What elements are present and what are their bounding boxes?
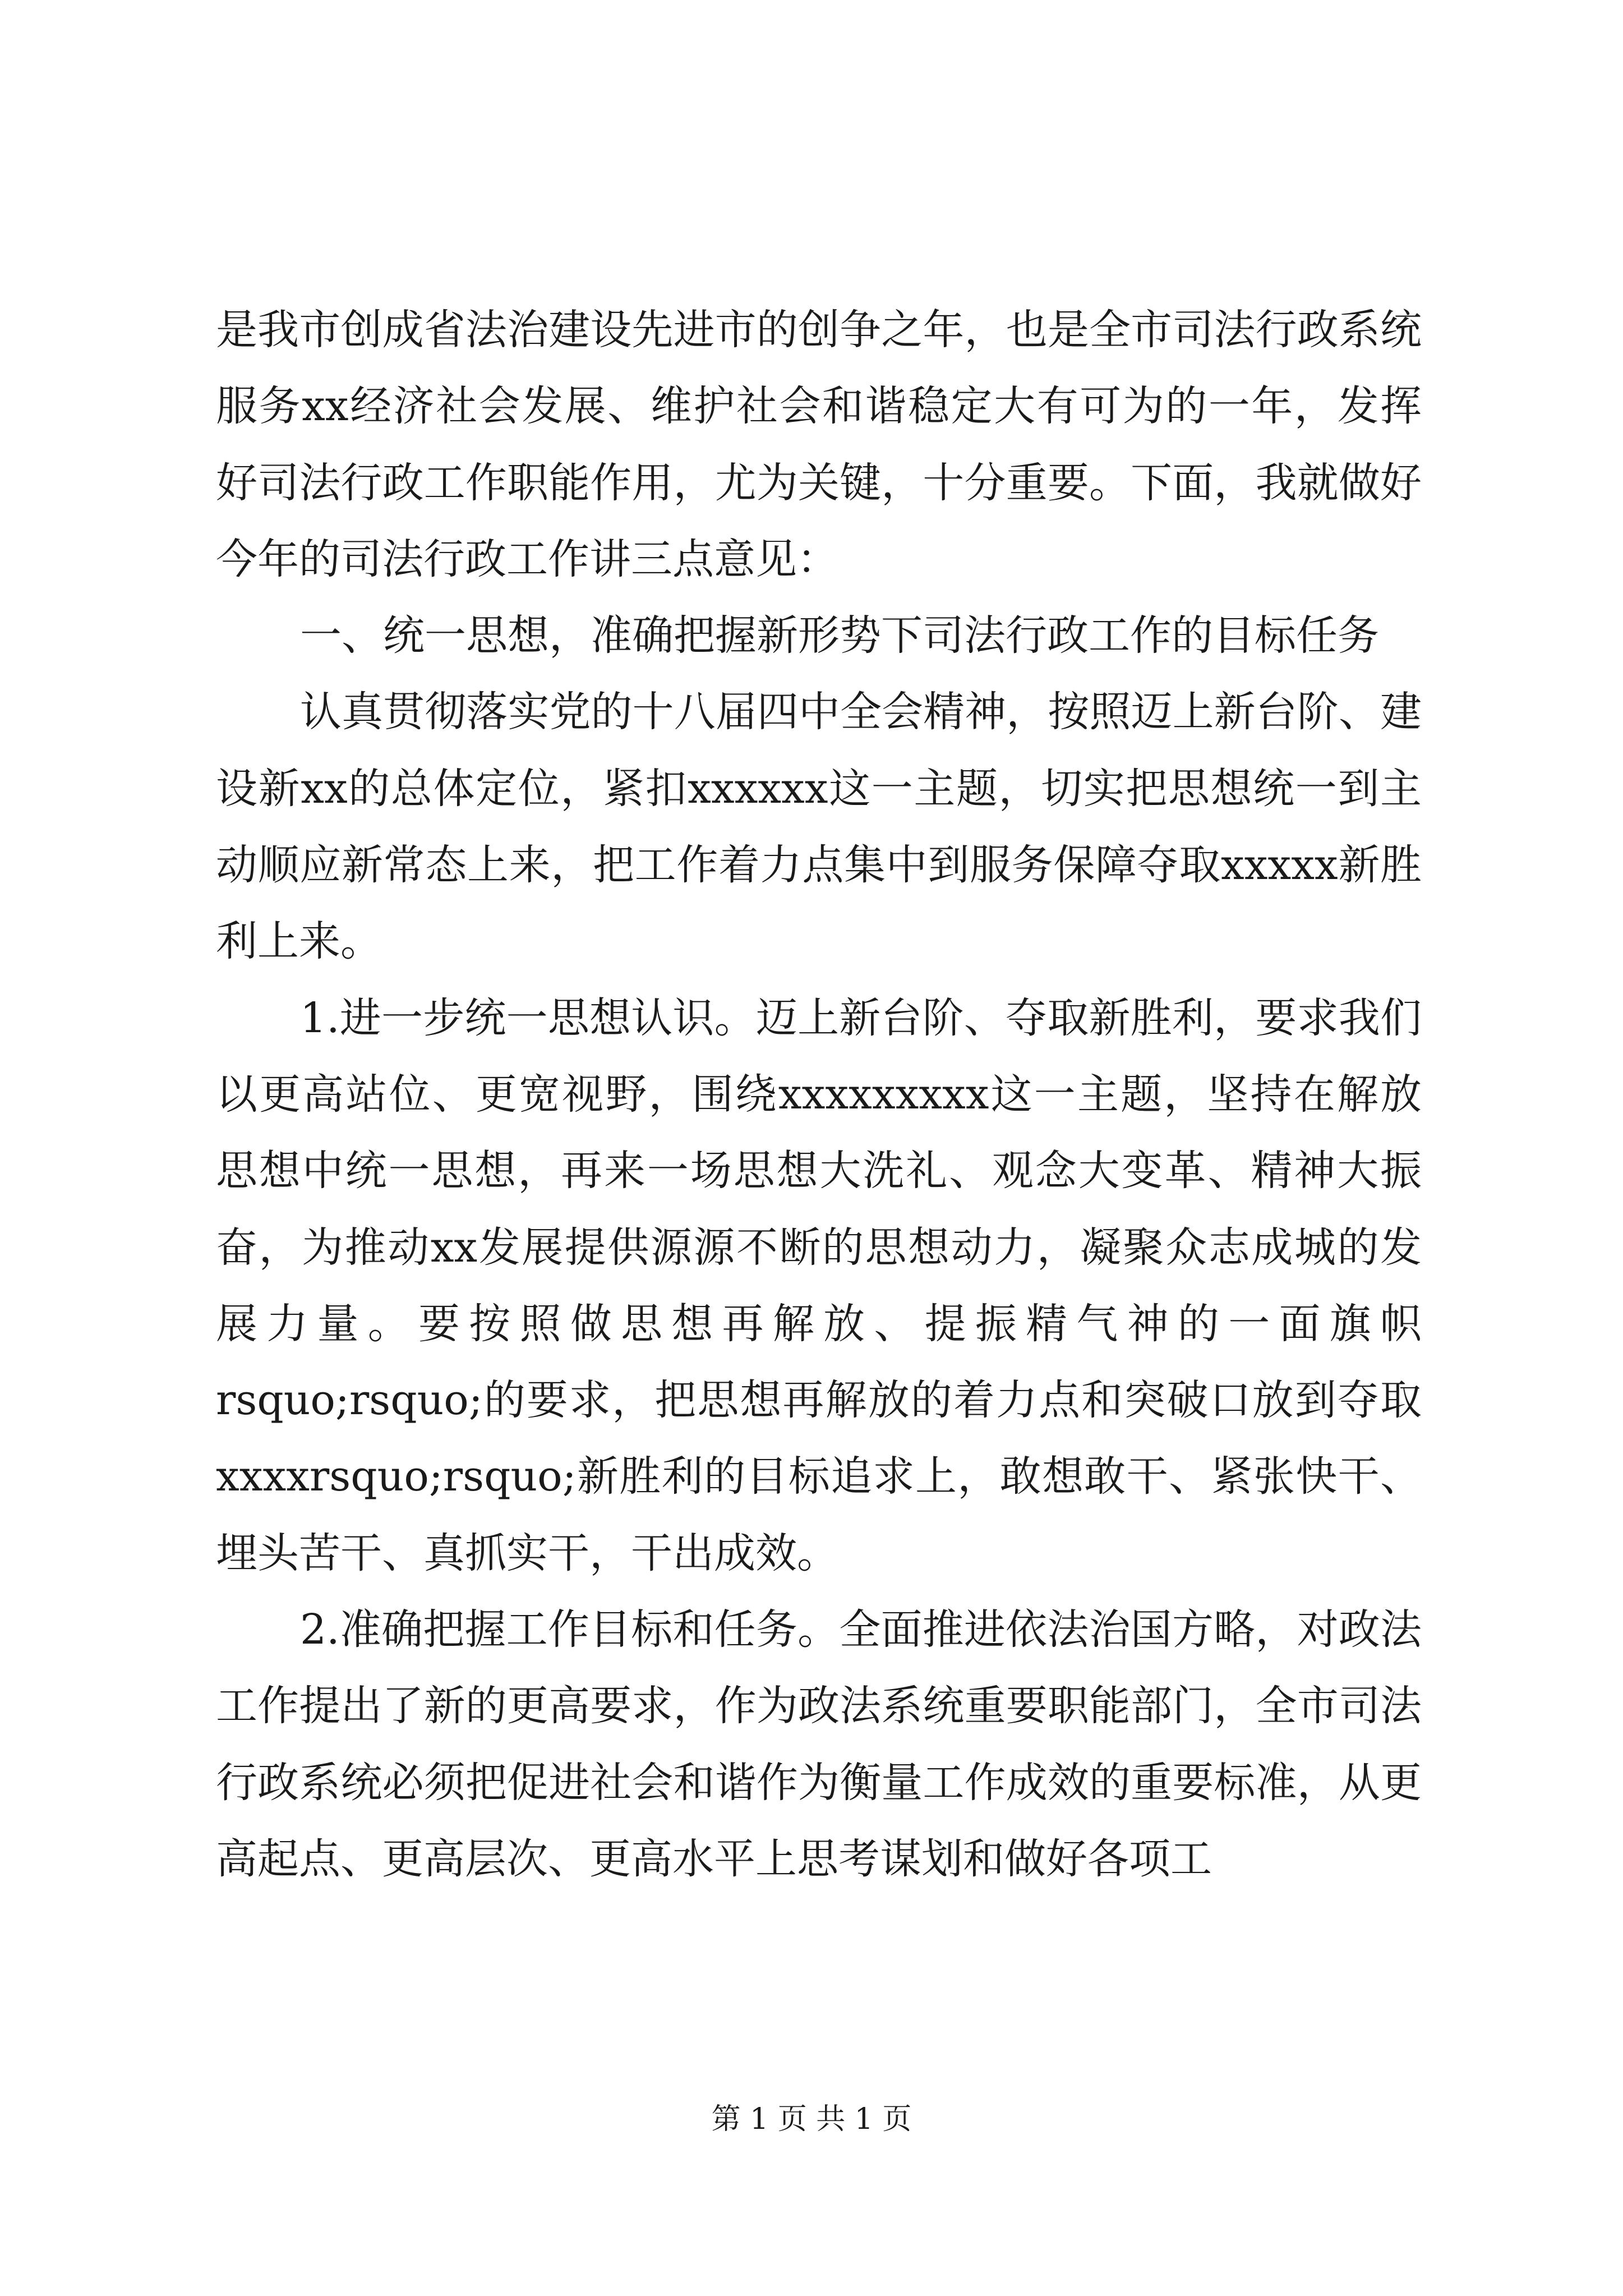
document-body [216,292,1422,1897]
paragraph-item-1: 1.进一步统一思想认识。迈上新台阶、夺取新胜利，要求我们以更高站位、更宽视野，围绕xxxxxxxxx这一主题，坚持在解放思想中统一思想，再来一场思想大洗礼、观念大变革、精神大振奋，为推动xx发展提供源源不断的思想动力，凝聚众志成城的发展力量。要按照做思想再解放、提振精气神的一面旗帜rsquo;rsquo;的要求，把思想再解放的着力点和突破口放到夺取xxxxrsquo;rsquo;新胜利的目标追求上，敢想敢干、紧张快干、埋头苦干、真抓实干，干出成效。 [216,993,1422,1577]
page-number-footer: 第 1 页 共 1 页 [711,2102,912,2136]
paragraph-item-2: 2.准确把握工作目标和任务。全面推进依法治国方略，对政法工作提出了新的更高要求，作为政法系统重要职能部门，全市司法行政系统必须把促进社会和谐作为衡量工作成效的重要标准，从更高起点、更高层次、更高水平上思考谋划和做好各项工 [216,1605,1422,1883]
paragraph-continuation: 是我市创成省法治建设先进市的创争之年，也是全市司法行政系统服务xx经济社会发展、维护社会和谐稳定大有可为的一年，发挥好司法行政工作职能作用，尤为关键，十分重要。下面，我就做好今年的司法行政工作讲三点意见： [216,306,1422,583]
paragraph-section-intro: 认真贯彻落实党的十八届四中全会精神，按照迈上新台阶、建设新xx的总体定位，紧扣xxxxxx这一主题，切实把思想统一到主动顺应新常态上来，把工作着力点集中到服务保障夺取xxxxx新胜利上来。 [216,688,1422,966]
section-heading-1: 一、统一思想，准确把握新形势下司法行政工作的目标任务 [300,611,1379,660]
